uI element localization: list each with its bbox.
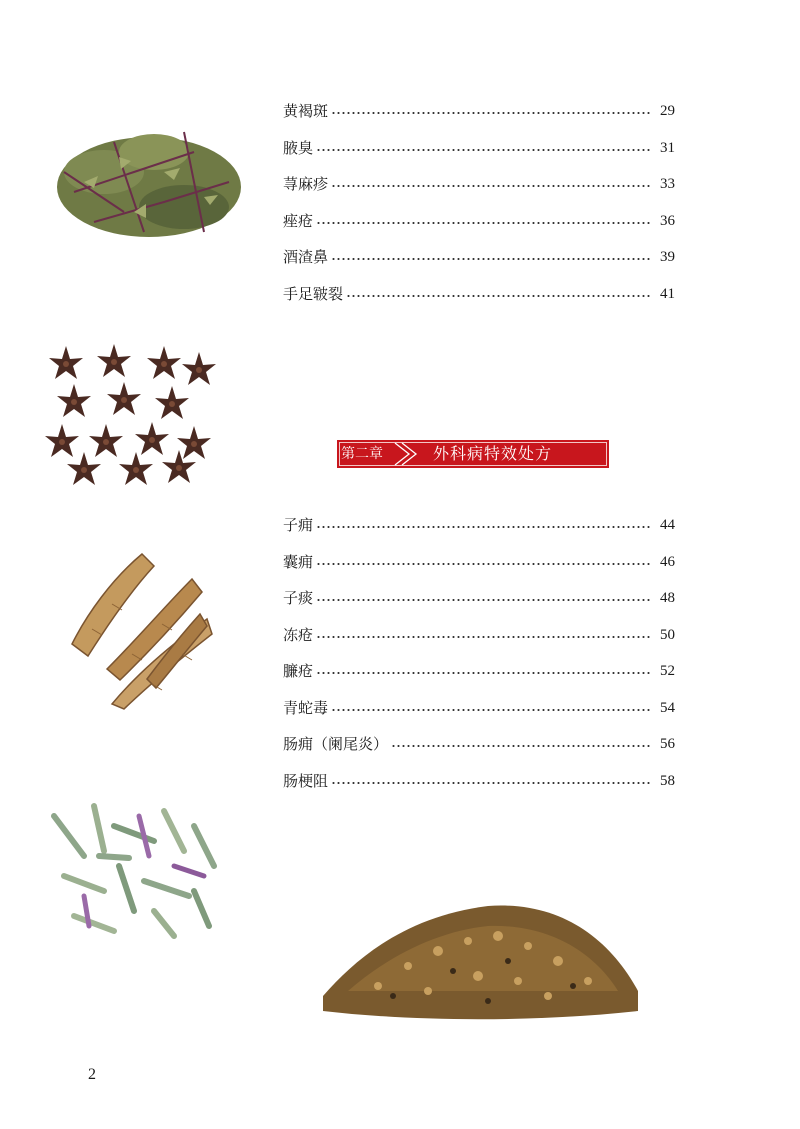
toc-leader-dots (316, 592, 652, 604)
toc-entry-page: 33 (660, 176, 675, 193)
chapter-title: 外科病特效处方 (433, 444, 553, 463)
toc-entry-title: 酒渣鼻 (283, 248, 329, 267)
toc-entry-page: 58 (660, 772, 675, 789)
toc-entry-page: 54 (660, 699, 675, 716)
toc-leader-dots (331, 251, 652, 263)
toc-entry-page: 31 (660, 139, 675, 156)
chapter-banner (337, 440, 609, 468)
toc-entry-page: 41 (660, 285, 675, 302)
chapter-number: 第二章 (341, 446, 383, 462)
toc-entry[interactable] (283, 507, 675, 544)
toc-leader-dots (316, 215, 652, 227)
toc-leader-dots (316, 629, 652, 641)
toc-entry-title: 荨麻疹 (283, 175, 329, 194)
toc-entry-page: 48 (660, 590, 675, 607)
toc-entry-title: 子痈 (283, 516, 314, 535)
chevron-right-icon (393, 440, 423, 468)
toc-leader-dots (316, 519, 652, 531)
toc-leader-dots (331, 105, 652, 117)
toc-entry[interactable] (283, 239, 675, 276)
toc-section-2 (283, 507, 675, 799)
toc-entry-page: 39 (660, 249, 675, 266)
toc-entry[interactable] (283, 617, 675, 654)
toc-entry-page: 50 (660, 626, 675, 643)
toc-leader-dots (346, 288, 652, 300)
toc-entry[interactable] (283, 276, 675, 313)
dried-leaf-herb-icon (44, 112, 254, 257)
toc-entry-page: 36 (660, 212, 675, 229)
page-number: 2 (88, 1066, 96, 1083)
toc-entry-page: 29 (660, 103, 675, 120)
toc-entry-page: 46 (660, 553, 675, 570)
toc-entry[interactable] (283, 726, 675, 763)
toc-section-1 (283, 93, 675, 312)
toc-entry-page: 56 (660, 736, 675, 753)
toc-entry-page: 52 (660, 663, 675, 680)
toc-leader-dots (316, 665, 652, 677)
cut-stem-herb-icon (44, 796, 222, 942)
toc-entry[interactable] (283, 93, 675, 130)
toc-entry[interactable] (283, 763, 675, 800)
toc-entry[interactable] (283, 544, 675, 581)
toc-entry-title: 黄褐斑 (283, 102, 329, 121)
toc-leader-dots (331, 178, 652, 190)
toc-leader-dots (331, 702, 652, 714)
toc-leader-dots (316, 556, 652, 568)
toc-entry-page: 44 (660, 517, 675, 534)
toc-leader-dots (391, 738, 652, 750)
toc-entry[interactable] (283, 166, 675, 203)
toc-entry-title: 青蛇毒 (283, 698, 329, 717)
star-anise-icon (44, 342, 219, 487)
toc-leader-dots (316, 142, 652, 154)
toc-entry-title: 腋臭 (283, 138, 314, 157)
toc-entry[interactable] (283, 653, 675, 690)
toc-entry-title: 臁疮 (283, 662, 314, 681)
toc-entry-title: 痤疮 (283, 211, 314, 230)
toc-entry-title: 肠梗阻 (283, 771, 329, 790)
toc-entry[interactable] (283, 580, 675, 617)
herb-granules-icon (318, 896, 643, 1022)
toc-entry[interactable] (283, 690, 675, 727)
toc-leader-dots (331, 775, 652, 787)
toc-entry-title: 囊痈 (283, 552, 314, 571)
toc-entry-title: 肠痈（阑尾炎） (283, 735, 389, 754)
dried-root-herb-icon (52, 544, 214, 712)
toc-entry-title: 手足皲裂 (283, 284, 344, 303)
toc-entry[interactable] (283, 203, 675, 240)
toc-entry-title: 冻疮 (283, 625, 314, 644)
toc-entry[interactable] (283, 130, 675, 167)
toc-entry-title: 子痰 (283, 589, 314, 608)
